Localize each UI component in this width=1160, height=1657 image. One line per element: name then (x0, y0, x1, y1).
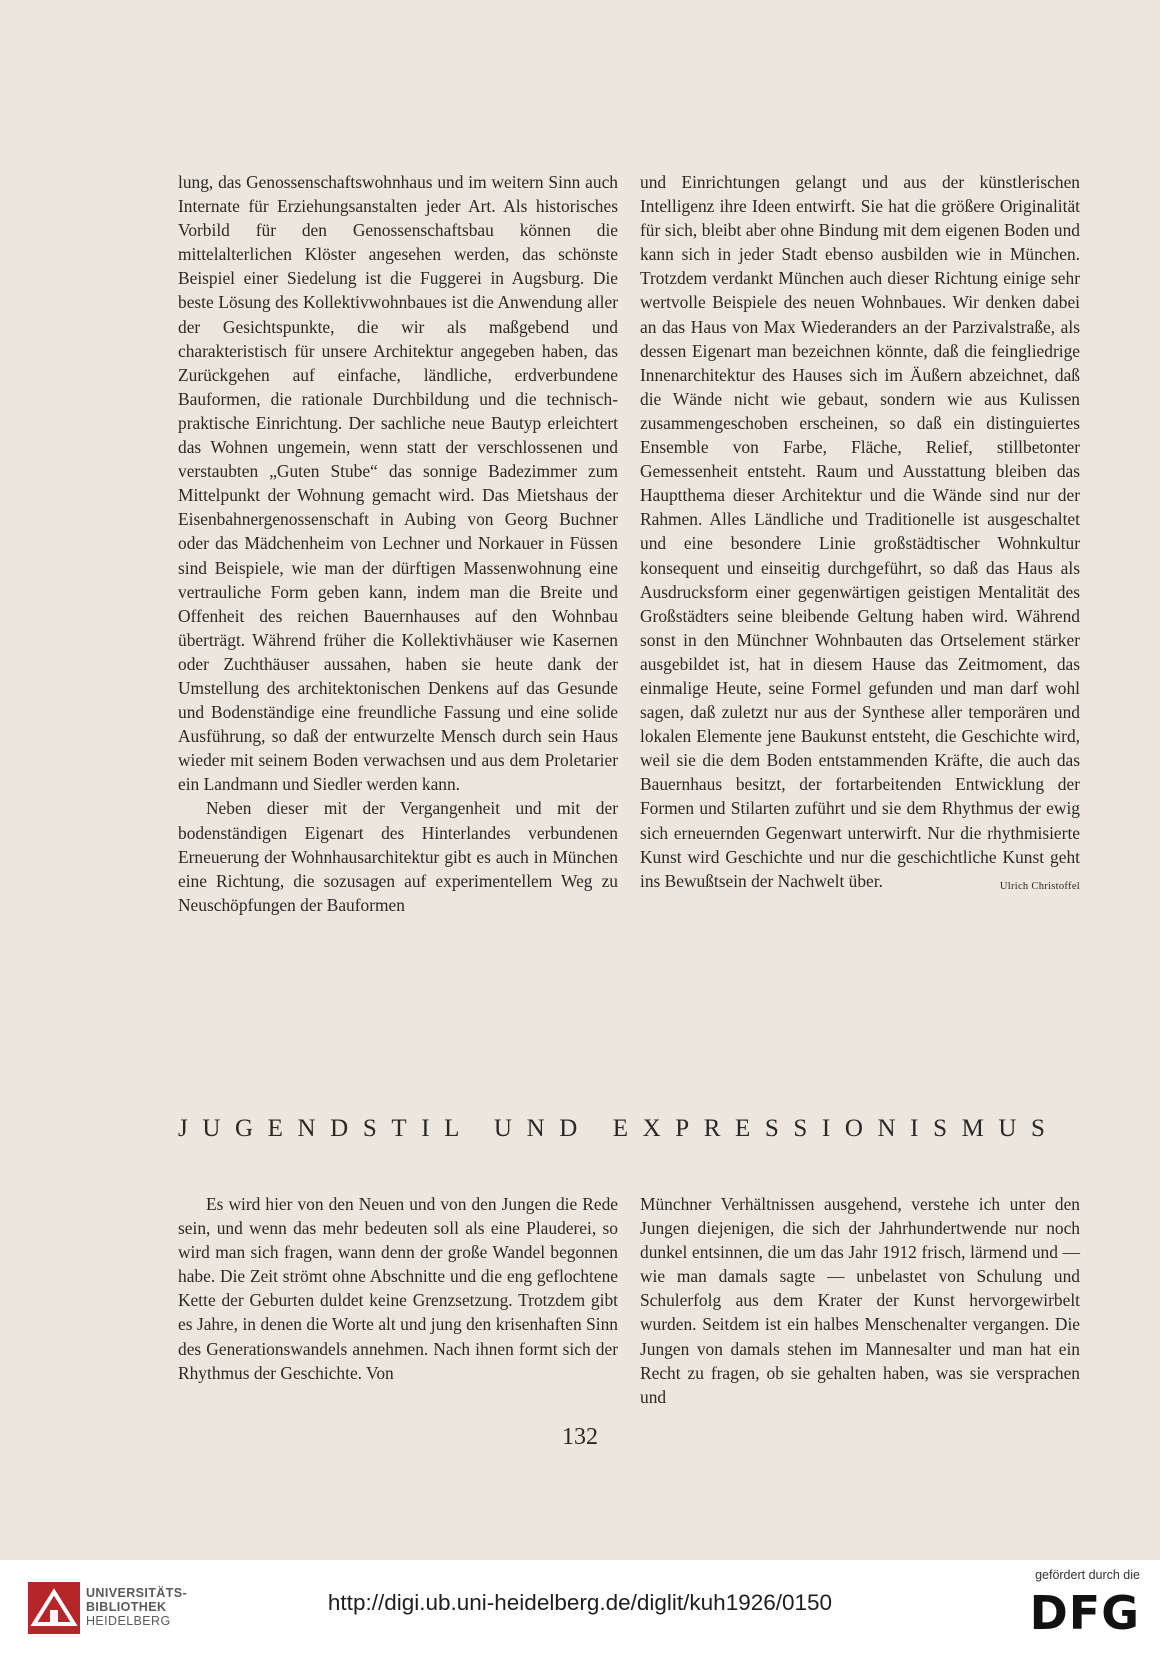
library-name-line: BIBLIOTHEK (86, 1600, 167, 1614)
paragraph-text: und Einrichtungen gelangt und aus der künstlerischen Intelligenz ihre Ideen entwirft. Sie hat die größere Originalität für sich, bleibt aber ohne Bindung mit dem eigenen Boden und kann sich in jeder Stadt ebenso ausbilden wie in München. Trotzdem verdankt München auch dieser Richtung einige sehr wertvolle Beispiele des neuen Wohnbaues. Wir denken dabei an das Haus von Max Wiederanders an der Parzivalstraße, als dessen Eigenart man bezeichnen könnte, daß die feingliedrige Innenarchitektur des Hauses sich im Äußern abzeichnet, daß die Wände nicht wie gebaut, sondern wie aus Kulissen zusammengeschoben erscheinen, so daß ein distinguiertes Ensemble von Farbe, Fläche, Relief, stillbetonter Gemessenheit entsteht. Raum und Ausstattung bleiben das Hauptthema dieser Architektur und die Wände sind nur der Rahmen. Alles Ländliche und Traditionelle ist ausgeschaltet und eine besondere Linie großstädtischer Wohnkultur konsequent und einseitig durchgeführt, so daß das Haus als Ausdrucksform einer gegenwärtigen geistigen Mentalität des Großstädters seine bleibende Geltung haben wird. Während sonst in den Münchner Wohnbauten das Ortselement stärker ausgebildet ist, hat in diesem Hause das Zeitmoment, das einmalige Heute, seine Formel gefunden und man darf wohl sagen, daß zuletzt nur aus der Synthese aller temporären und lokalen Elemente jene Baukunst entsteht, die Geschichte wird, weil sie die dem Boden entstammenden Kräfte, die auch das Bauernhaus besitzt, der fortarbeitenden Entwicklung der Formen und Stilarten zuführt und sie dem Rhythmus der ewig sich erneuernden Gegenwart unterwirft. Nur die rhythmisierte Kunst wird Geschichte und nur die geschichtliche Kunst geht ins Bewußtsein der Nachwelt über. (640, 172, 1080, 891)
library-name-line: UNIVERSITÄTS- (86, 1586, 188, 1600)
paragraph: Münchner Verhältnissen ausgehend, verstehe ich unter den Jungen diejenigen, die sich der Jahrhundertwende nur noch dunkel entsinnen, die um das Jahr 1912 frisch, lärmend und — wie man damals sagte — unbelastet von Schulung und Schulerfolg aus dem Krater der Kunst hervorgewirbelt wurden. Seitdem ist ein halbes Menschenalter vergangen. Die Jungen von damals stehen im Mannesalter und man hat ein Recht zu fragen, ob sie gehalten haben, was sie versprachen und (640, 1194, 1080, 1407)
digitization-footer (0, 1560, 1160, 1657)
funded-by-label: gefördert durch die (1035, 1568, 1140, 1582)
paragraph: Es wird hier von den Neuen und von den Jungen die Rede sein, und wenn das mehr bedeuten soll als eine Plauderei, so wird man sich fragen, wann denn der große Wandel begonnen habe. Die Zeit strömt ohne Abschnitte und die eng geflochtene Kette der Geburten duldet keine Grenzsetzung. Trotzdem gibt es Jahre, in denen die Worte alt und jung den krisenhaften Sinn des Generationswandels annehmen. Nach ihnen formt sich der Rhythmus der Geschichte. Von (178, 1194, 618, 1383)
funder-block (1010, 1568, 1140, 1638)
bottom-left-column (178, 1192, 618, 1385)
top-left-column (178, 170, 618, 917)
library-name-line: HEIDELBERG (86, 1614, 171, 1628)
paragraph (640, 170, 1080, 893)
page-number: 132 (562, 1424, 598, 1450)
dfg-logo[interactable]: DFG (1029, 1586, 1140, 1640)
paragraph: lung, das Genossenschaftswohnhaus und im weitern Sinn auch Internate für Erziehungsanstalten jeder Art. Als historisches Vorbild für den Genossenschaftsbau können die mittelalterlichen Klöster angesehen werden, das schönste Beispiel einer Siedelung ist die Fuggerei in Augsburg. Die beste Lösung des Kollektivwohnbaues ist die Anwendung aller der Gesichtspunkte, die wir als maßgebend und charakteristisch für unsere Architektur angegeben haben, das Zurückgehen auf einfache, ländliche, erdverbundene Bauformen, die rationale Durchbildung und die technisch-praktische Einrichtung. Der sachliche neue Bautyp erleichtert das Wohnen ungemein, wenn statt der verschlossenen und verstaubten „Guten Stube“ das sonnige Badezimmer zum Mittelpunkt der Wohnung gemacht wird. Das Mietshaus der Eisenbahnergenossenschaft in Aubing von Georg Buchner oder das Mädchenheim von Lechner und Norkauer in Füssen sind Beispiele, wie man der dürftigen Massenwohnung eine vertrauliche Form geben kann, indem man die Breite und Offenheit des reichen Bauernhauses auf den Wohnbau überträgt. Während früher die Kollektivhäuser wie Kasernen oder Zuchthäuser aussahen, haben sie heute dank der Umstellung des architektonischen Denkens auf das Gesunde und Bodenständige eine freundliche Fassung und eine solide Ausführung, so daß der entwurzelte Mensch durch sein Haus wieder mit seinem Boden verwachsen und aus dem Proletarier ein Landmann und Siedler werden kann. (178, 172, 618, 795)
section-heading: JUGENDSTIL UND EXPRESSIONISMUS (178, 1115, 1060, 1142)
top-right-column (640, 170, 1080, 899)
bottom-right-column (640, 1192, 1080, 1409)
paragraph: Neben dieser mit der Vergangenheit und mit der bodenständigen Eigenart des Hinterlandes verbundenen Erneuerung der Wohnhausarchitektur gibt es auch in München eine Richtung, die sozusagen auf experimentellem Weg zu Neuschöpfungen der Bauformen (178, 798, 618, 915)
author-signature: Ulrich Christoffel (999, 880, 1080, 892)
permalink-url[interactable]: http://digi.ub.uni-heidelberg.de/diglit/kuh1926/0150 (327, 1590, 833, 1615)
